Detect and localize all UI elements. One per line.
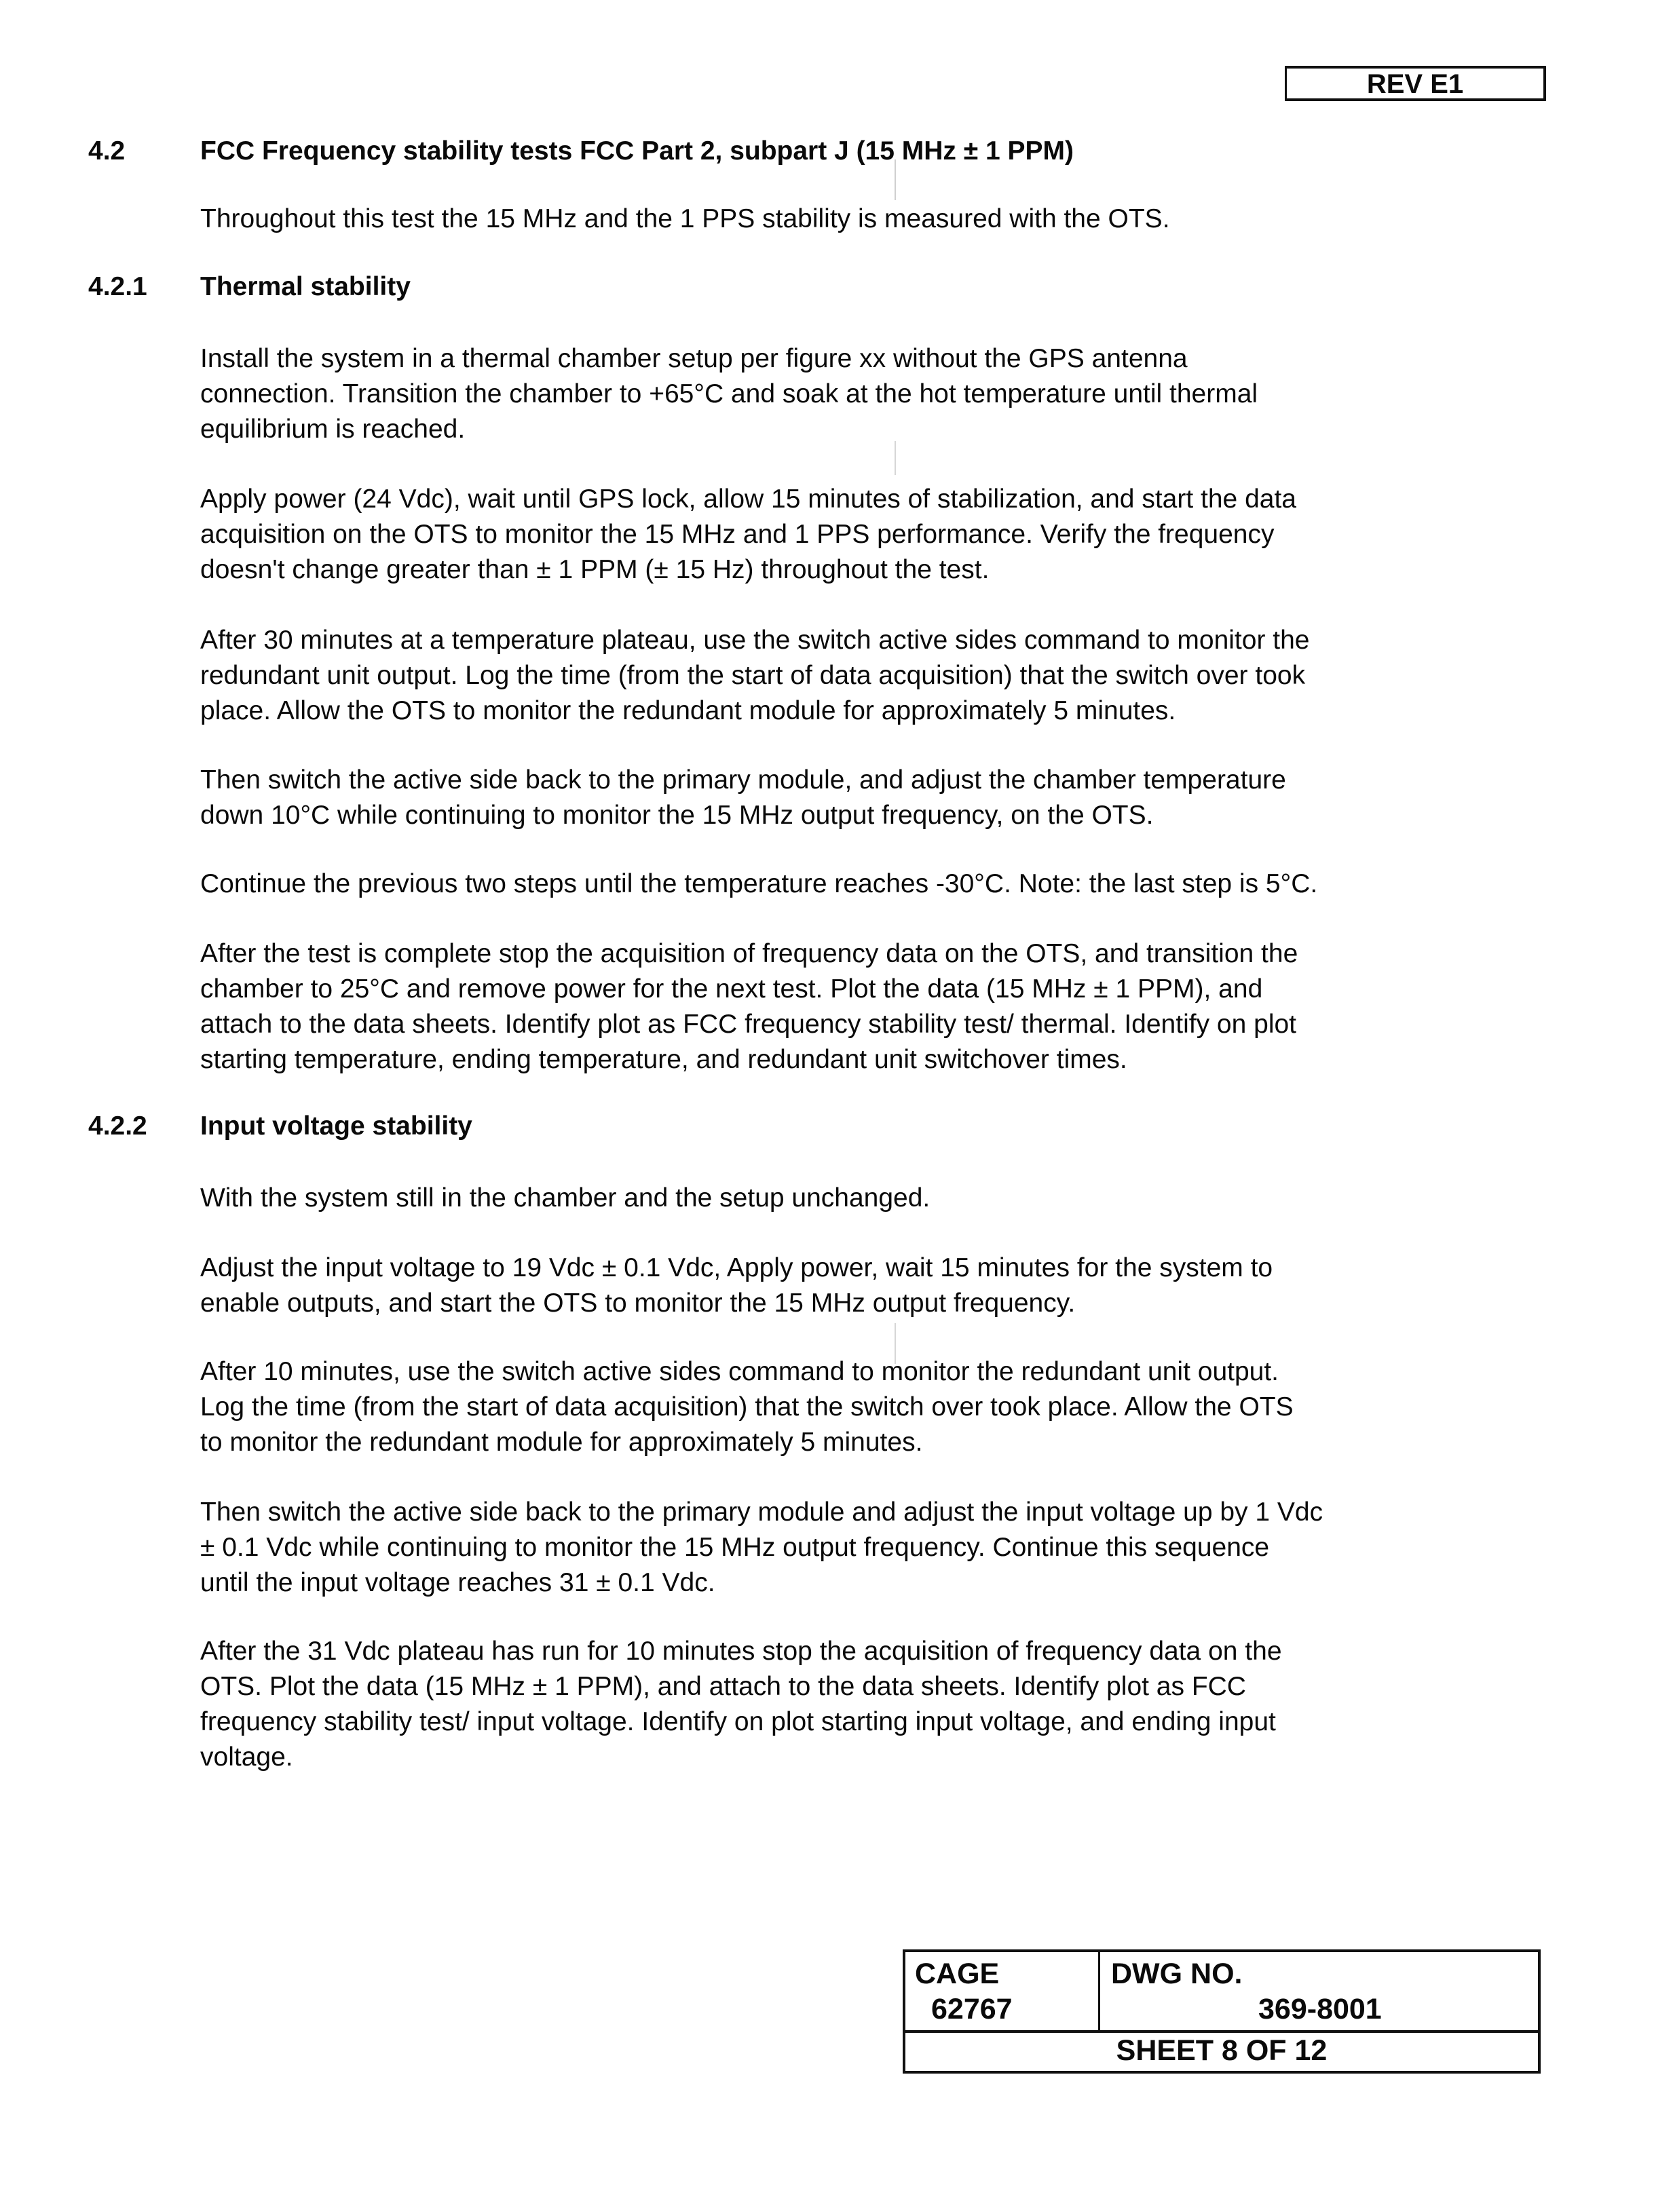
paragraph: Install the system in a thermal chamber setup per figure xx without the GPS antenna connection. Transition the chamber to +65°C and soak at the hot temperature until thermal equilibrium is reached.: [200, 344, 1258, 444]
cage-cell: [905, 1952, 1100, 2030]
section-number: 4.2.2: [88, 1111, 147, 1141]
cage-label: CAGE: [915, 1958, 1000, 1990]
paragraph: Throughout this test the 15 MHz and the 1 PPS stability is measured with the OTS.: [200, 204, 1170, 233]
title-block: [903, 1949, 1541, 2074]
section-title: Input voltage stability: [200, 1111, 472, 1141]
revision-box: REV E1: [1285, 66, 1546, 101]
scan-artifact: [895, 441, 896, 475]
dwg-label: DWG NO.: [1111, 1958, 1243, 1990]
dwg-value: 369-8001: [1258, 1993, 1382, 2025]
paragraph: Apply power (24 Vdc), wait until GPS lock, allow 15 minutes of stabilization, and start the data acquisition on the OTS to monitor the 15 MHz and 1 PPS performance. Verify the frequency doesn't change greater than ± 1 PPM (± 15 Hz) throughout the test.: [200, 484, 1296, 584]
paragraph: Then switch the active side back to the primary module and adjust the input voltage up by 1 Vdc ± 0.1 Vdc while continuing to monitor the 15 MHz output frequency. Continue this sequence until the input voltage reaches 31 ± 0.1 Vdc.: [200, 1498, 1323, 1597]
section-title: FCC Frequency stability tests FCC Part 2, subpart J (15 MHz ± 1 PPM): [200, 136, 1074, 166]
paragraph: Then switch the active side back to the primary module, and adjust the chamber temperature down 10°C while continuing to monitor the 15 MHz output frequency, on the OTS.: [200, 765, 1286, 830]
scan-artifact: [895, 159, 896, 200]
paragraph: After the 31 Vdc plateau has run for 10 minutes stop the acquisition of frequency data on the OTS. Plot the data (15 MHz ± 1 PPM), and attach to the data sheets. Identify plot as FCC frequency stability test/ input voltage. Identify on plot starting input voltage, and ending input voltage.: [200, 1637, 1282, 1772]
scan-artifact: [895, 1323, 896, 1364]
section-number: 4.2: [88, 136, 126, 166]
paragraph: Adjust the input voltage to 19 Vdc ± 0.1 Vdc, Apply power, wait 15 minutes for the system to enable outputs, and start the OTS to monitor the 15 MHz output frequency.: [200, 1253, 1273, 1318]
paragraph: After the test is complete stop the acquisition of frequency data on the OTS, and transition the chamber to 25°C and remove power for the next test. Plot the data (15 MHz ± 1 PPM), and attach to the data sheets. Identify plot as FCC frequency stability test/ thermal. Identify on plot starting temperature, ending temperature, and redundant unit switchover times.: [200, 939, 1298, 1074]
sheet-number: SHEET 8 OF 12: [1116, 2034, 1328, 2067]
section-title: Thermal stability: [200, 272, 411, 301]
section-number: 4.2.1: [88, 272, 147, 301]
paragraph: After 10 minutes, use the switch active sides command to monitor the redundant unit output. Log the time (from the start of data acquisition) that the switch over took place. Allow the OTS to monitor the redundant module for approximately 5 minutes.: [200, 1357, 1294, 1457]
cage-value: 62767: [931, 1993, 1013, 2025]
title-block-top-row: [905, 1952, 1538, 2033]
paragraph: After 30 minutes at a temperature plateau, use the switch active sides command to monitor the redundant unit output. Log the time (from the start of data acquisition) that the switch over took place. Allow the OTS to monitor the redundant module for approximately 5 minutes.: [200, 626, 1310, 725]
paragraph: Continue the previous two steps until the temperature reaches -30°C. Note: the last step is 5°C.: [200, 869, 1318, 898]
paragraph: With the system still in the chamber and the setup unchanged.: [200, 1183, 931, 1213]
